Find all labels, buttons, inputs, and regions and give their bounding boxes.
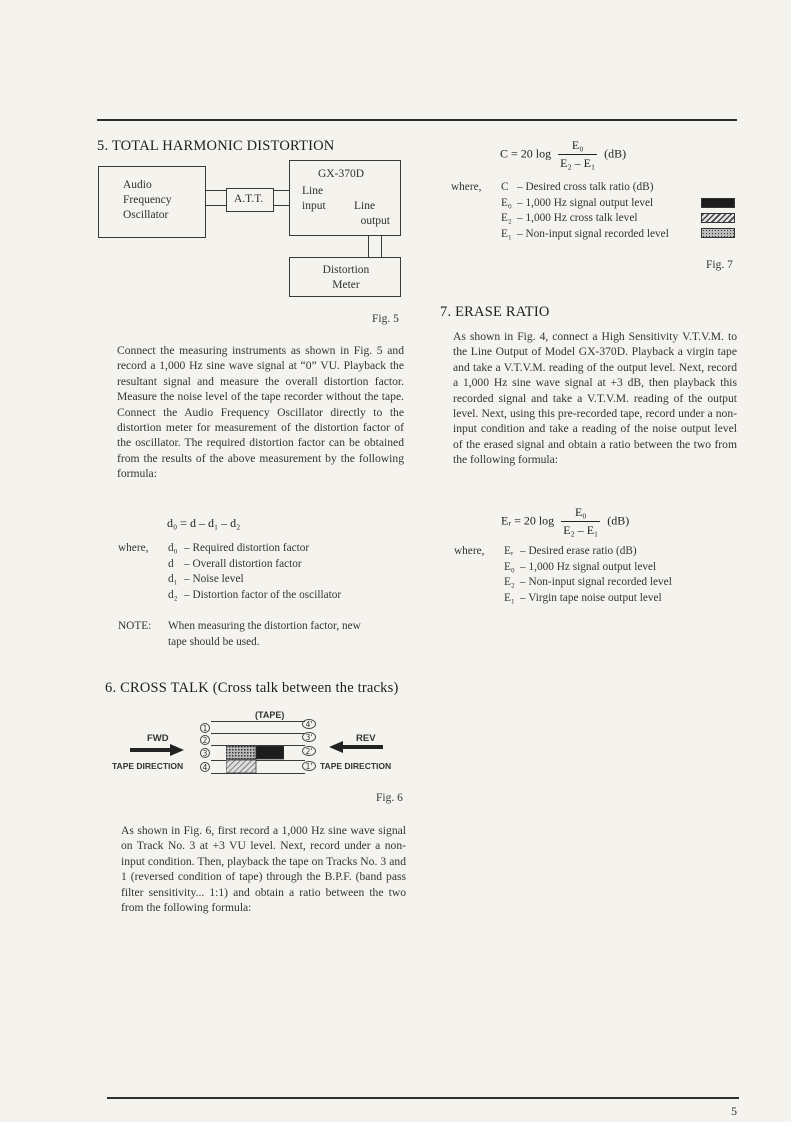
line-output-2: output <box>360 215 390 227</box>
crosstalk-formula <box>500 138 626 171</box>
track-num-right: 4' <box>302 719 316 729</box>
def-text: – Non-input signal recorded level <box>517 227 669 240</box>
audio-oscillator-box <box>98 166 206 238</box>
where-label: where, <box>454 545 485 557</box>
section-5-note <box>118 619 361 650</box>
def-sym: E₂ <box>501 212 512 224</box>
section-5-title: 5. TOTAL HARMONIC DISTORTION <box>97 138 335 154</box>
section-7-title: 7. ERASE RATIO <box>440 304 550 320</box>
def-sym: E₁ <box>501 227 512 240</box>
meter-line-1: Distortion <box>322 264 370 276</box>
crosstalk-formula-lhs: C = 20 log <box>500 146 552 161</box>
track-num-left: 3 <box>200 748 210 758</box>
def-text: – Desired cross talk ratio (dB) <box>517 181 654 193</box>
recorder-model: GX-370D <box>318 168 364 180</box>
def-text: – Virgin tape noise output level <box>520 591 662 604</box>
track-num-left: 4 <box>200 762 210 772</box>
line-output-1: Line <box>354 200 376 212</box>
rev-arrow-icon <box>329 741 383 753</box>
def-text: – Desired erase ratio (dB) <box>520 545 637 557</box>
note-line-2: tape should be used. <box>168 635 260 648</box>
fwd-arrow-icon <box>130 744 184 756</box>
def-sym: Eᵣ <box>504 545 514 557</box>
def-text: – Distortion factor of the oscillator <box>184 588 342 601</box>
note-line-1: When measuring the distortion factor, new <box>168 620 361 632</box>
where-label: where, <box>451 181 482 193</box>
page-number: 5 <box>731 1104 737 1118</box>
connector-osc-att <box>206 190 226 206</box>
crosstalk-denominator: E₂ – E₁ <box>560 156 596 170</box>
section-6-title: 6. CROSS TALK (Cross talk between the tracks) <box>105 680 399 696</box>
att-label: A.T.T. <box>234 193 264 205</box>
erase-unit: (dB) <box>607 513 630 528</box>
where-label: where, <box>118 542 149 554</box>
top-rule <box>97 119 737 121</box>
fig6-label: Fig. 6 <box>376 792 403 804</box>
erase-numerator: E₀ <box>574 505 587 519</box>
rev-label: REV <box>356 733 376 744</box>
distortion-meter-box <box>289 257 401 297</box>
crosstalk-unit: (dB) <box>604 146 627 161</box>
crosstalk-numerator: E₀ <box>571 138 584 152</box>
note-label: NOTE: <box>118 620 152 632</box>
def-sym: d₁ <box>168 573 178 585</box>
def-sym: E₀ <box>504 560 515 573</box>
tape-direction-right: TAPE DIRECTION <box>320 761 392 771</box>
osc-line-2: Frequency <box>123 194 172 206</box>
def-text: – 1,000 Hz signal output level <box>520 560 657 573</box>
def-sym: d₀ <box>168 542 178 554</box>
section-6-body: As shown in Fig. 6, first record a 1,000 Hz sine wave signal on Track No. 3 at +3 VU level. Next, record under a non-input condition. Then, playback the tape on Tracks No. 3 and 1 (reversed condition of tape) through the B.P.F. (band pass filter sensitivity... 1:1) and obtain a ratio between the two from the following formula: <box>121 824 406 915</box>
fwd-label: FWD <box>147 733 169 744</box>
crosstalk-defs <box>451 180 669 242</box>
section-7-body: As shown in Fig. 4, connect a High Sensitivity V.T.V.M. to the Line Output of Model GX-370D. Playback a virgin tape and take a V.T.V.M. reading of the output level. Next, record a 1,000 Hz sine wave signal at +3 dB, then playback this recorded signal and take a V.T.V.M. reading of the output level. Next, using this pre-recorded tape, record under a non-input condition and take a reading of the noise output level of the erased signal and obtain a ratio between the two from the following formula: <box>453 330 737 467</box>
erase-formula <box>501 505 629 538</box>
track-blocks <box>226 746 284 774</box>
def-sym: E₀ <box>501 196 512 209</box>
def-sym: E₂ <box>504 576 515 588</box>
swatch-hatch <box>701 213 735 223</box>
tape-label: (TAPE) <box>255 710 285 720</box>
osc-line-1: Audio <box>123 179 152 191</box>
swatch-dots <box>701 228 735 238</box>
erase-denominator: E₂ – E₁ <box>563 523 599 537</box>
line-input-1: Line <box>302 185 324 197</box>
section-5-body: Connect the measuring instruments as shown in Fig. 5 and record a 1,000 Hz sine wave signal at “0” VU. Playback the resultant signal and measure the overall distortion factor. Measure the noise level of the tape recorder without the tape. Connect the Audio Frequency Oscillator directly to the distortion meter for measurement of the distortion factor of the oscillator. The required distortion factor can be obtained from the results of the above measurement by the following formula: <box>117 344 404 481</box>
fig5-label: Fig. 5 <box>372 313 399 325</box>
fig7-label: Fig. 7 <box>706 259 733 271</box>
def-sym: d <box>168 557 174 570</box>
def-text: – Required distortion factor <box>184 542 310 554</box>
def-text: – Noise level <box>184 573 244 585</box>
tape-line <box>211 733 305 734</box>
section-5-formula: d₀ = d – d₁ – d₂ <box>167 516 241 530</box>
tape-line <box>211 721 305 722</box>
line-input-2: input <box>302 200 326 212</box>
erase-formula-lhs: Eᵣ = 20 log <box>501 513 555 528</box>
def-sym: C <box>501 181 509 193</box>
erase-defs <box>454 544 672 606</box>
def-text: – 1,000 Hz signal output level <box>517 196 654 209</box>
track-num-right: 1' <box>302 761 316 771</box>
recorder-box <box>289 160 401 236</box>
track-num-right: 2' <box>302 746 316 756</box>
def-sym: d₂ <box>168 588 178 601</box>
meter-line-2: Meter <box>332 279 360 291</box>
def-sym: E₁ <box>504 591 515 604</box>
osc-line-3: Oscillator <box>123 209 169 221</box>
connector-att-recorder <box>274 190 290 206</box>
def-text: – 1,000 Hz cross talk level <box>517 212 638 224</box>
track-num-left: 1 <box>200 723 210 733</box>
def-text: – Overall distortion factor <box>184 557 302 570</box>
bottom-rule <box>107 1097 739 1099</box>
track-num-right: 3' <box>302 732 316 742</box>
tape-direction-left: TAPE DIRECTION <box>112 761 184 771</box>
att-box <box>226 188 274 212</box>
def-text: – Non-input signal recorded level <box>520 576 672 588</box>
section-5-defs <box>118 541 341 603</box>
connector-recorder-meter <box>368 236 382 257</box>
track-num-left: 2 <box>200 735 210 745</box>
swatch-solid <box>701 198 735 208</box>
